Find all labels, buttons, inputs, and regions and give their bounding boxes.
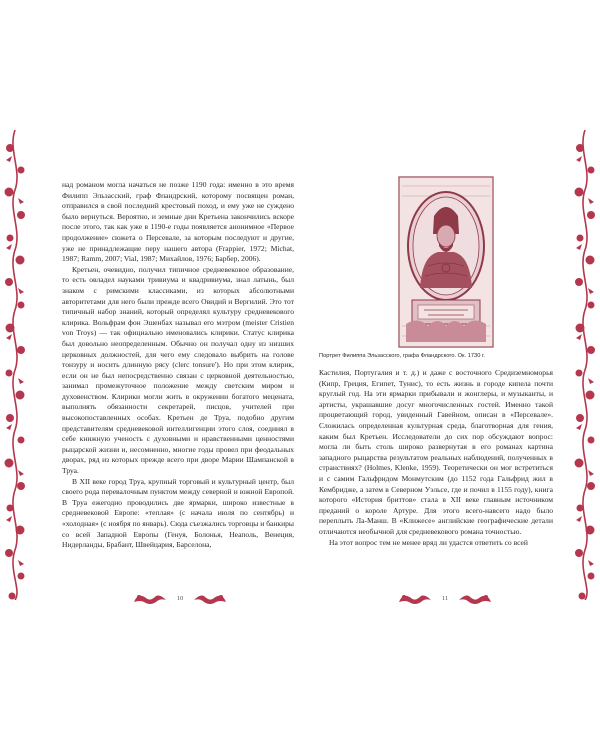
folio-right [395,590,495,610]
ornament-left-b-icon [190,590,230,608]
ornament-right-a-icon [395,590,435,608]
left-paragraph-1: над романом могла начаться не позже 1190 года: именно в это время Филипп Эльзасский, граф Фландрский, которому посвящен роман, отправился в свой последний крестовый поход, и ему уже не суждено было вернуться. Вероятно, и земные дни Кретьена закончились вскоре после этого, так как уже в 1190-е годы появляется анонимное «Первое продолжение» сюжета о Персевале, за которым последуют и другие, уже не принадлежащие перу нашего автора (Frappier, 1972; Michat, 1987; Ramm, 2007; Vial, 1987; Михайлов, 1976; Барбер, 2006). [62,180,294,264]
page-number-left: 10 [176,595,184,602]
floral-border-right [574,130,596,600]
portrait-image [398,176,494,348]
left-paragraph-2: Кретьен, очевидно, получил типичное средневековое образование, то есть овладел науками тривиума и квадривиума, знал латынь, был знаком с римскими классиками, из которых абсолютными авторитетами для него были прежде всего Овидий и Вергилий. Это тот типичный набор знаний, который определял культуру средневекового клирика. Вольфрам фон Эшенбах называл его мэтром (meister Cristien von Troys) — так официально именовались клирики. Статус клирика был довольно неопределенным. Обычно он получал одну из низших церковных должностей, для чего ему следовало выбрить на голове тонзуру и носить длинную рясу (clerc tonsure'). Но при этом клирик, если он не был непосредственно связан с церковной деятельностью, занимал промежуточное положение между светским миром и духовенством. Клирики могли жить в окружении богатого мецената, выполнять обязанности секретарей, писцов, учителей при высокопоставленных особах. Кретьен де Труа, подобно другим представителям средневековой интеллигенции этого слоя, соединял в себе книжную ученость с духовными и нравственными ценностями рыцарской жизни и, несомненно, многие годы провел при феодальных дворах, ряд из которых прежде всего при дворе Марии Шампанской в Труа. [62,264,294,476]
right-paragraph-1: Кастилия, Португалия и т. д.) и даже с восточного Средиземноморья (Кипр, Греция, Египет, Тунис), то есть жизнь в городе кипела почти круглый год. На эти ярмарки прибывали и жонглеры, и музыканты, и артисты, украшавшие досуг многочисленных гостей. Именно такой процветающий город, увиденный Гавейном, описан в «Персевале». Сложилась определенная культурная среда, благотворная для гения, каким был Кретьен. Исследователи до сих пор обсуждают вопрос: могла ли быть столь широко развернутая в его романах картина западного рыцарства результатом реальных наблюдений, полученных в странствиях? (Holmes, Klenke, 1959). Теоретически он мог встретиться и с самим Гальфридом Монмутским (до 1152 года Гальфрид жил в Кембридже, а затем в Северном Уэльсе, где и почил в 1155 году), книга которого «История бриттов» стала в XII веке главным источником преданий о короле Артуре. Для этого всего-навсего надо было переплыть Ла-Манш. В «Клижесе» английские географические детали отличаются необычной для средневекового романа точностью. [319,368,553,536]
floral-border-left [4,130,26,600]
page-number-right: 11 [441,595,449,602]
right-paragraph-2: На этот вопрос тем не менее вряд ли удастся ответить со всей [329,537,528,547]
portrait-engraving [398,176,494,348]
figure-caption: Портрет Филиппа Эльзасского, графа Фландрского. Ок. 1730 г. [319,353,485,359]
folio-left [130,590,230,610]
left-page [62,180,294,551]
ornament-right-b-icon [455,590,495,608]
right-page [319,368,553,548]
left-paragraph-3: В XII веке город Труа, крупный торговый и культурный центр, был своего рода перевалочным пунктом между северной и южной Европой. В Труа ежегодно проводились две ярмарки, широко известные в средневековой Европе: «теплая» (с начала июля по сентябрь) и «холодная» (с ноября по январь). Сюда съезжались торговцы и банкиры со всей Западной Европы (Генуя, Болонья, Неаполь, Венеция, Нидерланды, Брабант, Швейцария, Барселона, [62,476,294,550]
ornament-left-a-icon [130,590,170,608]
